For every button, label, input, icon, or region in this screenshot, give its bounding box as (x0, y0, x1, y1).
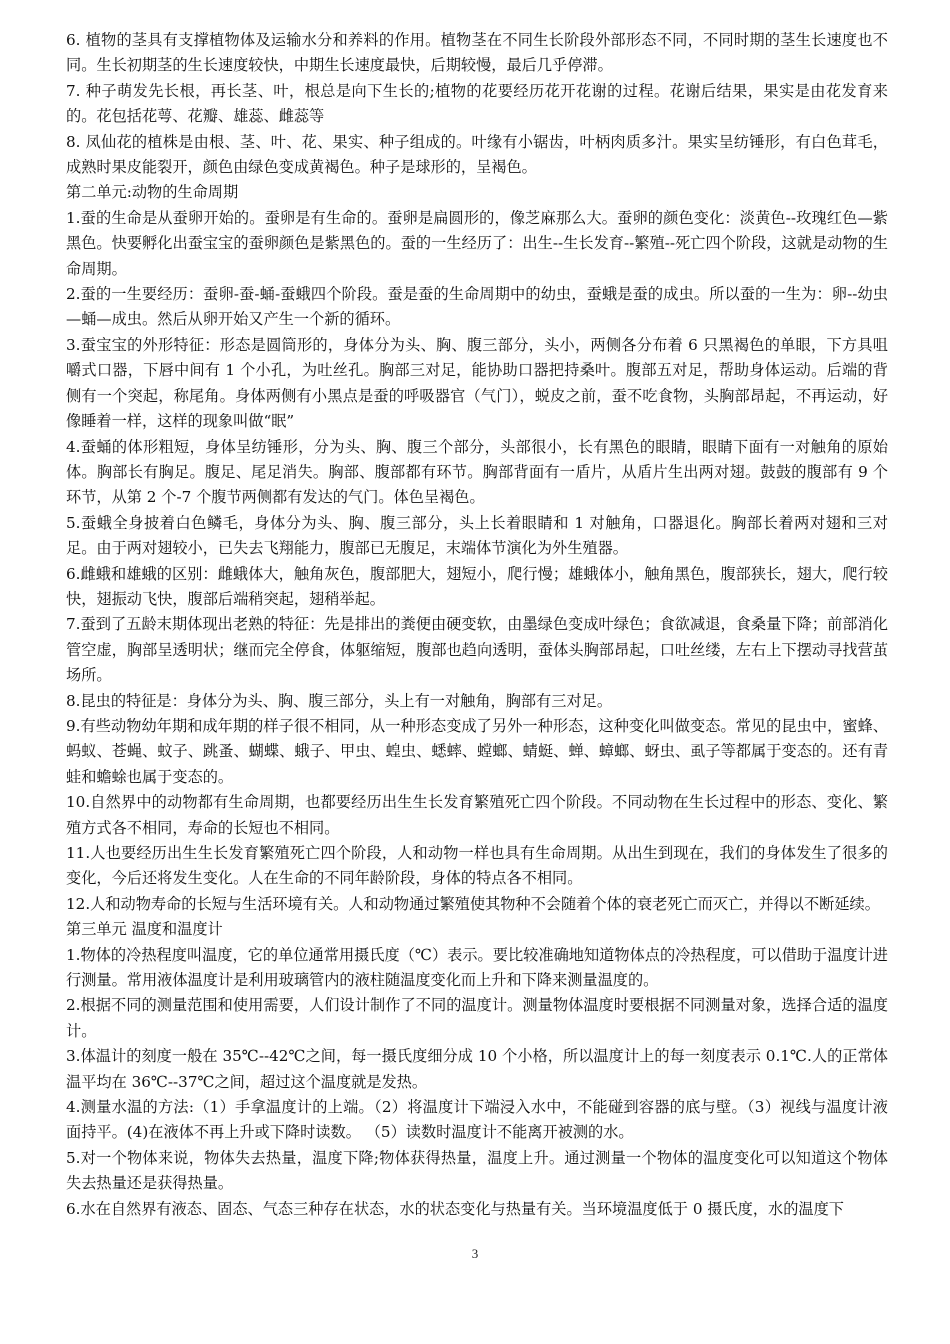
paragraph: 3.体温计的刻度一般在 35℃--42℃之间，每一摄氏度细分成 10 个小格，所以温度计上的每一刻度表示 0.1℃.人的正常体温平均在 36℃--37℃之间，超过这个温度就是发热。 (66, 1047, 888, 1091)
paragraph: 5.对一个物体来说，物体失去热量，温度下降;物体获得热量，温度上升。通过测量一个物体的温度变化可以知道这个物体失去热量还是获得热量。 (66, 1148, 888, 1193)
paragraph: 11.人也要经历出生生长发育繁殖死亡四个阶段，人和动物一样也具有生命周期。从出生到现在，我们的身体发生了很多的变化，今后还将发生变化。人在生命的不同年龄阶段，身体的特点各不相同。 (66, 844, 888, 888)
section-heading: 第二单元:动物的生命周期 (66, 183, 239, 202)
paragraph: 12.人和动物寿命的长短与生活环境有关。人和动物通过繁殖使其物种不会随着个体的衰老死亡而灭亡，并得以不断延续。 (66, 894, 880, 913)
paragraph: 2.蚕的一生要经历：蚕卵-蚕-蛹-蚕蛾四个阶段。蚕是蚕的生命周期中的幼虫，蚕蛾是蚕的成虫。所以蚕的一生为：卵--幼虫—蛹—成虫。然后从卵开始又产生一个新的循环。 (66, 285, 888, 329)
paragraph: 4.测量水温的方法:（1）手拿温度计的上端。（2）将温度计下端浸入水中，不能碰到容器的底与壁。（3）视线与温度计液面持平。(4)在液体不再上升或下降时读数。 （5）读数时温度计不能离开被测的水。 (66, 1098, 888, 1142)
paragraph: 4.蚕蛹的体形粗短，身体呈纺锤形，分为头、胸、腹三个部分，头部很小，长有黑色的眼睛，眼睛下面有一对触角的原始体。胸部长有胸足。腹足、尾足消失。胸部、腹部都有环节。胸部背面有一盾片，从盾片生出两对翅。鼓鼓的腹部有 9 个环节，从第 2 个-7 个腹节两侧都有发达的气门。体色呈褐色。 (66, 437, 888, 507)
section-heading: 第三单元 温度和温度计 (66, 920, 223, 939)
paragraph: 5.蚕蛾全身披着白色鳞毛，身体分为头、胸、腹三部分，头上长着眼睛和 1 对触角，口器退化。胸部长着两对翅和三对足。由于两对翅较小，已失去飞翔能力，腹部已无腹足，末端体节演化为外生殖器。 (66, 513, 888, 558)
paragraph: 6. 植物的茎具有支撑植物体及运输水分和养料的作用。植物茎在不同生长阶段外部形态不同，不同时期的茎生长速度也不同。生长初期茎的生长速度较快，中期生长速度最快，后期较慢，最后几乎停滞。 (66, 31, 888, 75)
page-number: 3 (471, 1246, 479, 1261)
paragraph: 6.雌蛾和雄蛾的区别：雌蛾体大，触角灰色，腹部肥大，翅短小，爬行慢；雄蛾体小，触角黑色，腹部狭长，翅大，爬行较快，翅振动飞快，腹部后端稍突起，翅稍举起。 (66, 564, 888, 608)
paragraph: 10.自然界中的动物都有生命周期，也都要经历出生生长发育繁殖死亡四个阶段。不同动物在生长过程中的形态、变化、繁殖方式各不相同，寿命的长短也不相同。 (66, 793, 888, 837)
paragraph: 8.昆虫的特征是：身体分为头、胸、腹三部分，头上有一对触角，胸部有三对足。 (66, 691, 613, 710)
paragraph: 3.蚕宝宝的外形特征：形态是圆筒形的，身体分为头、胸、腹三部分，头小，两侧各分布着 6 只黑褐色的单眼，下方具咀嚼式口器，下唇中间有 1 个小孔，为吐丝孔。胸部三对足，能协助口器把持桑叶。腹部五对足，帮助身体运动。后端的背侧有一个突起，称尾角。身体两侧有小黑点是蚕的呼吸器官（气门），蜕皮之前，蚕不吃食物，头胸部昂起，不再运动，好像睡着一样，这样的现象叫做“眠” (66, 335, 888, 431)
paragraph: 1.蚕的生命是从蚕卵开始的。蚕卵是有生命的。蚕卵是扁圆形的，像芝麻那么大。蚕卵的颜色变化：淡黄色--玫瑰红色—紫黑色。快要孵化出蚕宝宝的蚕卵颜色是紫黑色的。蚕的一生经历了：出生--生长发育--繁殖--死亡四个阶段，这就是动物的生命周期。 (66, 208, 888, 278)
paragraph: 1.物体的冷热程度叫温度，它的单位通常用摄氏度（℃）表示。要比较准确地知道物体点的冷热程度，可以借助于温度计进行测量。常用液体温度计是利用玻璃管内的液柱随温度变化而上升和下降来测量温度的。 (66, 945, 888, 990)
document-body (66, 28, 888, 1222)
paragraph: 7. 种子萌发先长根，再长茎、叶，根总是向下生长的;植物的花要经历花开花谢的过程。花谢后结果，果实是由花发育来的。花包括花萼、花瓣、雄蕊、雌蕊等 (66, 81, 888, 126)
paragraph: 9.有些动物幼年期和成年期的样子很不相同，从一种形态变成了另外一种形态，这种变化叫做变态。常见的昆虫中，蜜蜂、蚂蚁、苍蝇、蚊子、跳蚤、蝴蝶、蛾子、甲虫、蝗虫、蟋蟀、螳螂、蜻蜓、蝉、蟑螂、蚜虫、虱子等都属于变态的。还有青蛙和蟾蜍也属于变态的。 (66, 716, 888, 786)
paragraph: 7.蚕到了五龄末期体现出老熟的特征：先是排出的粪便由硬变软，由墨绿色变成叶绿色；食欲减退，食桑量下降；前部消化管空虚，胸部呈透明状；继而完全停食，体躯缩短，腹部也趋向透明，蚕体头胸部昂起，口吐丝缕，左右上下摆动寻找营茧场所。 (66, 615, 888, 685)
paragraph: 2.根据不同的测量范围和使用需要，人们设计制作了不同的温度计。测量物体温度时要根据不同测量对象，选择合适的温度计。 (66, 996, 888, 1040)
paragraph: 8. 凤仙花的植株是由根、茎、叶、花、果实、种子组成的。叶缘有小锯齿，叶柄肉质多汁。果实呈纺锤形，有白色茸毛，成熟时果皮能裂开，颜色由绿色变成黄褐色。种子是球形的，呈褐色。 (66, 132, 888, 177)
paragraph: 6.水在自然界有液态、固态、气态三种存在状态，水的状态变化与热量有关。当环境温度低于 0 摄氏度，水的温度下 (66, 1199, 844, 1218)
